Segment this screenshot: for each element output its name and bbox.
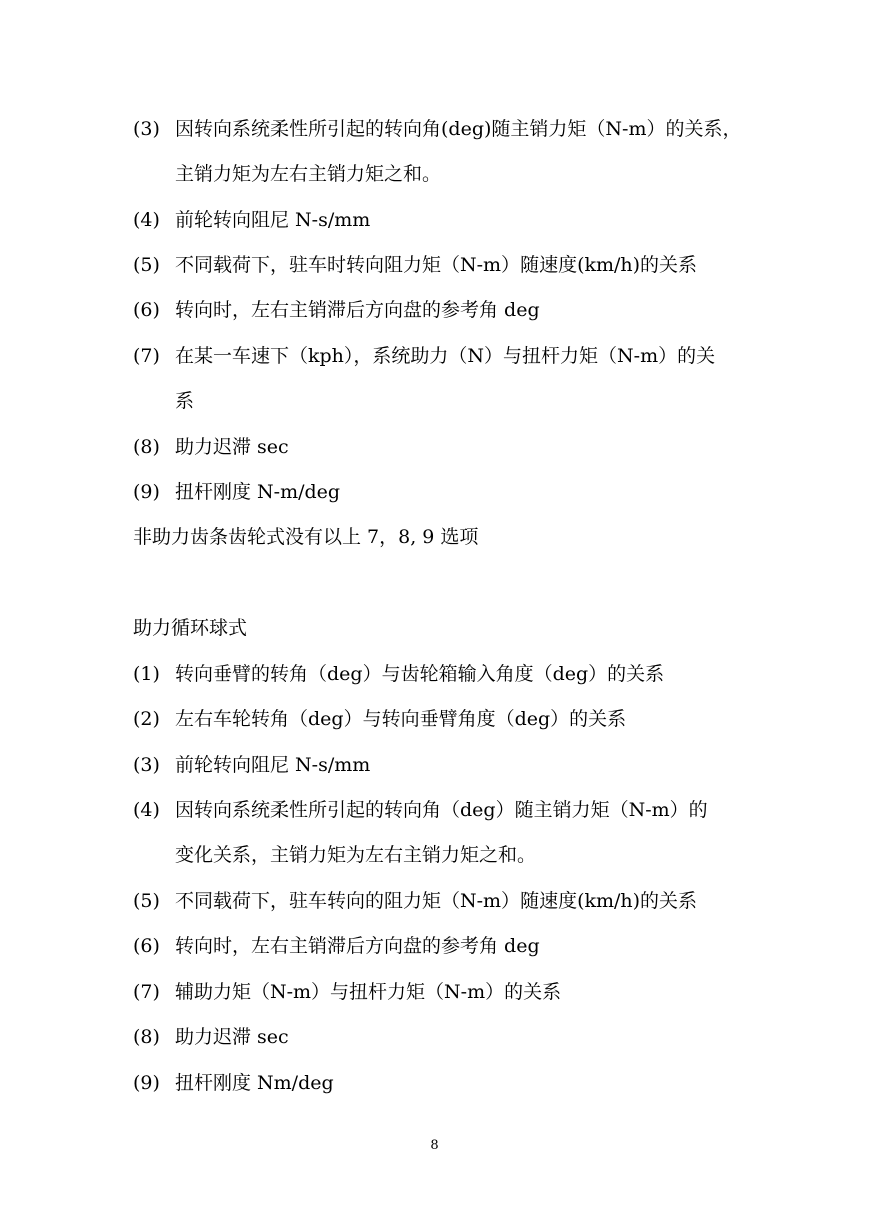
list-item-s1-4	[133, 208, 370, 232]
item-text: 转向时，左右主销滞后方向盘的参考角 deg	[175, 299, 540, 321]
item-number: (1)	[133, 663, 160, 685]
item-text: 前轮转向阻尼 N-s/mm	[175, 754, 371, 776]
item-text: 前轮转向阻尼 N-s/mm	[175, 209, 371, 231]
list-item-s2-9	[133, 1071, 334, 1095]
item-text: 扭杆刚度 Nm/deg	[175, 1072, 334, 1094]
list-item-s1-8	[133, 435, 289, 459]
list-item-s1-3	[133, 117, 741, 141]
list-item-s1-9	[133, 480, 340, 504]
list-item-s1-7	[133, 344, 715, 368]
item-number: (4)	[133, 209, 160, 231]
item-text: 不同载荷下，驻车转向的阻力矩（N-m）随速度(km/h)的关系	[175, 890, 698, 912]
item-number: (3)	[133, 754, 160, 776]
list-item-s2-6	[133, 934, 540, 958]
item-text: 因转向系统柔性所引起的转向角（deg）随主销力矩（N-m）的	[175, 799, 708, 821]
item-text: 转向时，左右主销滞后方向盘的参考角 deg	[175, 935, 540, 957]
item-text: 不同载荷下，驻车时转向阻力矩（N-m）随速度(km/h)的关系	[175, 254, 698, 276]
item-text: 转向垂臂的转角（deg）与齿轮箱输入角度（deg）的关系	[175, 663, 665, 685]
list-item-s2-4	[133, 798, 708, 822]
list-item-s1-5	[133, 253, 697, 277]
item-text: 助力迟滞 sec	[175, 1026, 289, 1048]
item-number: (2)	[133, 708, 160, 730]
item-number: (5)	[133, 890, 160, 912]
item-text: 辅助力矩（N-m）与扭杆力矩（N-m）的关系	[175, 981, 562, 1003]
item-number: (6)	[133, 935, 160, 957]
item-number: (7)	[133, 345, 160, 367]
section2-heading: 助力循环球式	[133, 617, 248, 639]
item-text: 助力迟滞 sec	[175, 436, 289, 458]
item-number: (8)	[133, 1026, 160, 1048]
list-item-s1-7-continuation: 系	[175, 390, 195, 412]
item-number: (7)	[133, 981, 160, 1003]
item-number: (3)	[133, 118, 160, 140]
item-number: (8)	[133, 436, 160, 458]
list-item-s2-3	[133, 753, 370, 777]
item-text: 扭杆刚度 N-m/deg	[175, 481, 341, 503]
list-item-s1-3-continuation: 主销力矩为左右主销力矩之和。	[175, 163, 442, 185]
item-number: (9)	[133, 1072, 160, 1094]
page-number: 8	[430, 1138, 439, 1153]
list-item-s2-8	[133, 1025, 289, 1049]
item-number: (5)	[133, 254, 160, 276]
item-number: (9)	[133, 481, 160, 503]
list-item-s2-7	[133, 980, 561, 1004]
item-text: 左右车轮转角（deg）与转向垂臂角度（deg）的关系	[175, 708, 627, 730]
section1-note: 非助力齿条齿轮式没有以上 7，8, 9 选项	[133, 526, 479, 548]
list-item-s2-2	[133, 707, 626, 731]
item-text: 在某一车速下（kph），系统助力（N）与扭杆力矩（N-m）的关	[175, 345, 716, 367]
list-item-s2-5	[133, 889, 697, 913]
item-number: (4)	[133, 799, 160, 821]
list-item-s2-1	[133, 662, 664, 686]
item-text: 因转向系统柔性所引起的转向角(deg)随主销力矩（N-m）的关系，	[175, 118, 742, 140]
list-item-s1-6	[133, 298, 540, 322]
item-number: (6)	[133, 299, 160, 321]
list-item-s2-4-continuation: 变化关系，主销力矩为左右主销力矩之和。	[175, 844, 537, 866]
